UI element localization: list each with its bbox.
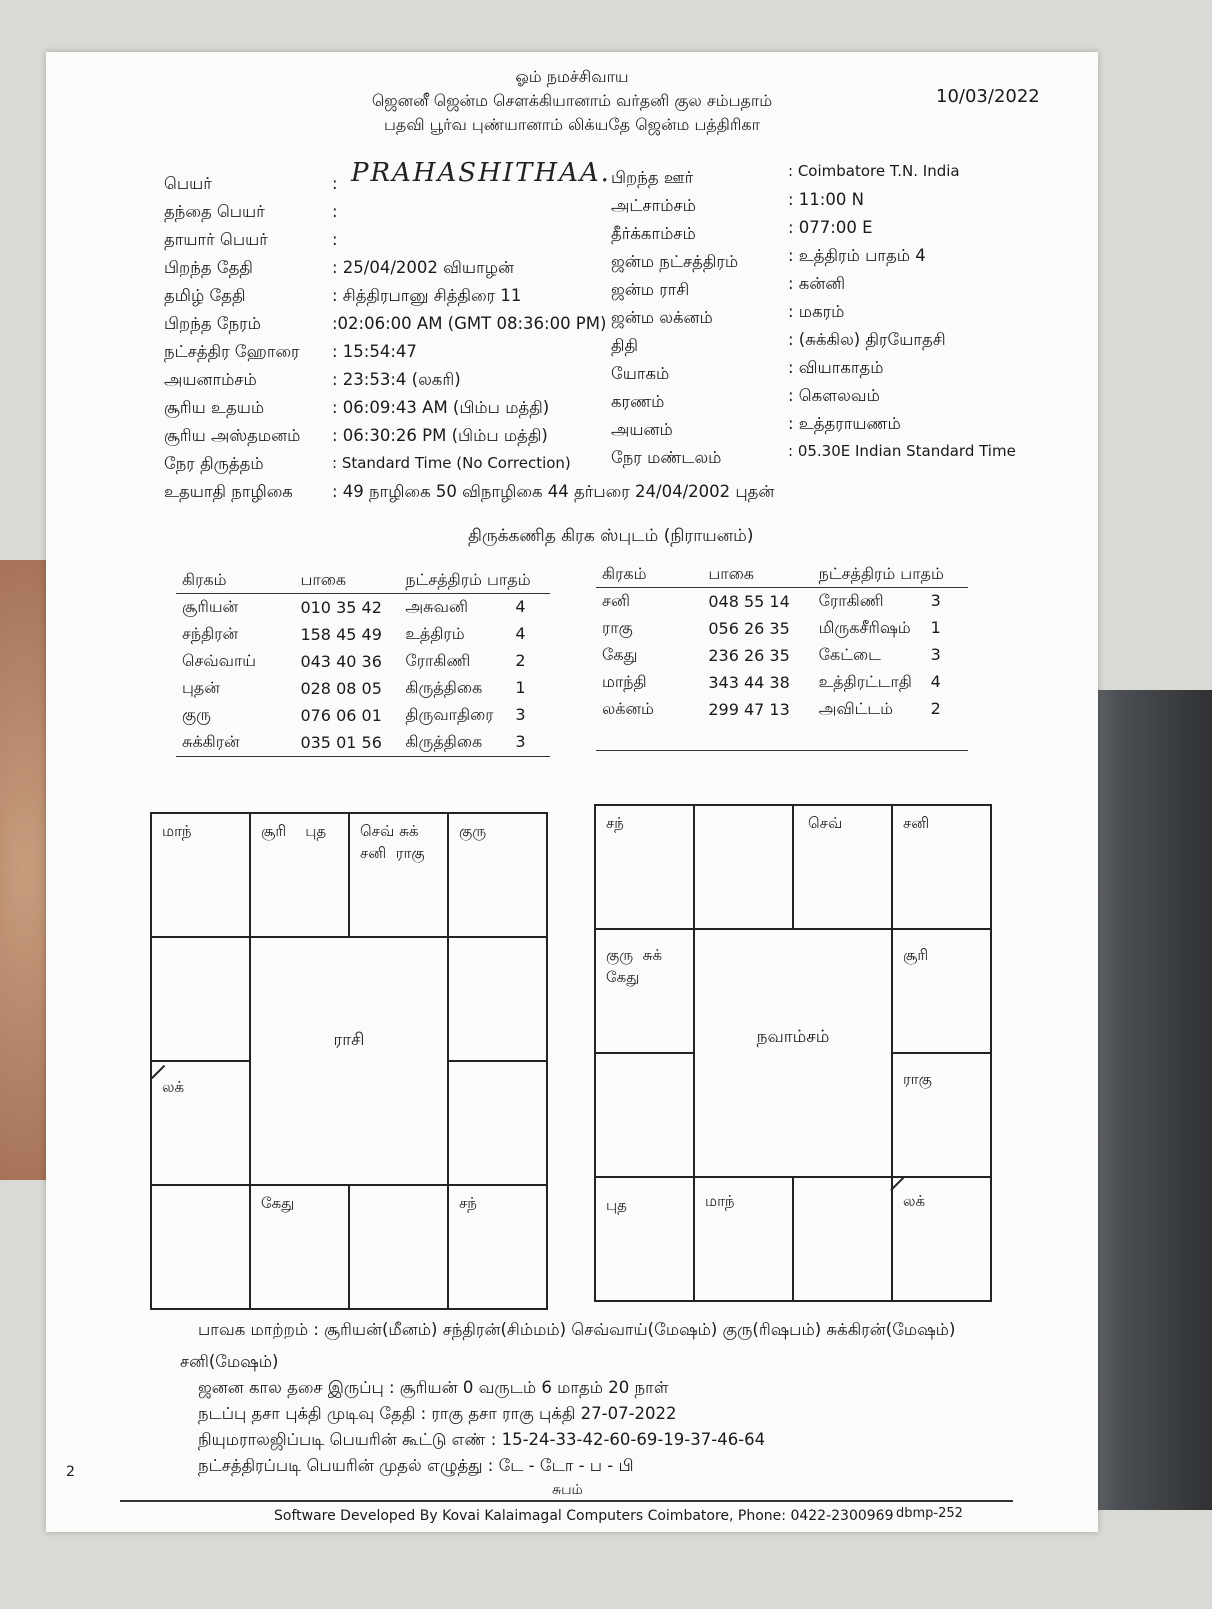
planet-star-cell [399, 729, 550, 757]
rasi-house-7: சந் [448, 1185, 547, 1309]
dasa-balance: ஜனன கால தசை இருப்பு : சூரியன் 0 வருடம் 6 மாதம் 20 நாள் [198, 1378, 669, 1397]
table-row [596, 669, 968, 696]
rasi-chart-title: ராசி [250, 937, 448, 1185]
label-time-correction: நேர திருத்தம் [164, 454, 264, 473]
planet-star: கிருத்திகை [405, 732, 483, 751]
planet-degree: 236 26 35 [708, 646, 790, 665]
software-credit: Software Developed By Kovai Kalaimagal Computers Coimbatore, Phone: 0422-2300969 [274, 1508, 894, 1524]
planet-degree: 035 01 56 [270, 729, 399, 757]
name-letters: நட்சத்திரப்படி பெயரின் முதல் எழுத்து : டே - டோ - ப - பி [198, 1456, 634, 1475]
label-birth-time: பிறந்த நேரம் [164, 314, 261, 333]
planet-pada: 3 [515, 705, 526, 724]
label-tamil-date: தமிழ் தேதி [164, 286, 246, 305]
table-row [596, 696, 968, 723]
navamsa-house-1: சந் [595, 805, 694, 929]
planet-name: சனி [602, 591, 630, 610]
planet-star-cell [399, 594, 550, 622]
planet-degree: 076 06 01 [300, 706, 382, 725]
col-planet: கிரகம் [596, 562, 668, 588]
planet-star: அவிட்டம் [818, 699, 893, 718]
navamsa-house-2 [694, 805, 793, 929]
table-row [596, 615, 968, 642]
col-pada: பாதம் [900, 564, 944, 583]
planet-star-cell [399, 621, 550, 648]
table-row [176, 621, 550, 648]
print-date: 10/03/2022 [936, 86, 1040, 107]
navamsa-house-7: லக் [892, 1177, 991, 1301]
rasi-house-4: குரு [448, 813, 547, 937]
label-lagna: ஜன்ம லக்னம் [611, 308, 713, 327]
value-karanam: : கௌலவம் [788, 386, 880, 405]
planet-name: கேது [602, 645, 638, 664]
planet-degree: 043 40 36 [300, 652, 382, 671]
rasi-chart [150, 812, 548, 1310]
navamsa-house-3: செவ் [793, 805, 892, 929]
rasi-house-10 [151, 1185, 250, 1309]
rasi-house-9: கேது [250, 1185, 349, 1309]
page-mark: 2 [66, 1464, 75, 1480]
planet-name: லக்னம் [602, 699, 654, 718]
planet-pada: 4 [515, 597, 526, 616]
value-birth-star: : உத்திரம் பாதம் 4 [788, 246, 926, 265]
planet-star-cell [813, 669, 968, 696]
value-birth-time: :02:06:00 AM (GMT 08:36:00 PM) [332, 314, 607, 333]
planet-pada: 3 [930, 645, 941, 664]
rasi-house-8 [349, 1185, 448, 1309]
navamsa-house-4: சனி [892, 805, 991, 929]
value-tamil-date: : சித்திரபானு சித்திரை 11 [332, 286, 522, 305]
blank-cell [596, 723, 968, 751]
label-ayanam: அயனம் [611, 420, 673, 439]
table-row [176, 594, 550, 622]
horoscope-sheet [46, 52, 1098, 1532]
planet-pada: 3 [515, 732, 526, 751]
planet-name: சூரியன் [182, 597, 239, 616]
planet-degree: 343 44 38 [708, 673, 790, 692]
planet-table-right [596, 562, 968, 751]
navamsa-house-9: மாந் [694, 1177, 793, 1301]
planet-degree: 028 08 05 [300, 679, 382, 698]
table-row [596, 642, 968, 669]
label-tithi: திதி [611, 336, 639, 355]
planet-name: ராகு [602, 618, 633, 637]
value-tithi: : (சுக்கில) திரயோதசி [788, 330, 946, 349]
label-star-hora: நட்சத்திர ஹோரை [164, 342, 300, 361]
planet-pada: 2 [930, 699, 941, 718]
planet-degree: 010 35 42 [300, 598, 382, 617]
label-yogam: யோகம் [611, 364, 670, 383]
planet-star: அசுவனி [405, 597, 469, 616]
planet-pada: 3 [930, 591, 941, 610]
col-pada: பாதம் [487, 570, 531, 589]
planet-name: புதன் [182, 678, 220, 697]
table-row [176, 702, 550, 729]
navamsa-house-11 [595, 1053, 694, 1177]
rasi-house-11: லக் [151, 1061, 250, 1185]
planet-star: உத்திரம் [405, 624, 465, 643]
label-father: தந்தை பெயர் [164, 202, 265, 221]
col-degree: பாகை [668, 562, 812, 588]
planet-degree: 158 45 49 [300, 625, 382, 644]
navamsa-house-10: புத [595, 1177, 694, 1301]
planet-star-cell [813, 615, 968, 642]
planet-degree: 056 26 35 [708, 619, 790, 638]
col-star: நட்சத்திரம் [405, 570, 482, 589]
table-row-blank [596, 723, 968, 751]
label-birth-place: பிறந்த ஊர் [611, 168, 694, 187]
planet-star-cell [399, 648, 550, 675]
planet-star-cell [399, 702, 550, 729]
value-name: : [332, 174, 338, 193]
label-ayanamsa: அயனாம்சம் [164, 370, 257, 389]
handwritten-name: PRAHASHITHAA. [351, 158, 611, 188]
planet-star: மிருகசீரிஷம் [818, 618, 911, 637]
bhava-change-cont: சனி(மேஷம்) [180, 1352, 279, 1371]
label-sunset: சூரிய அஸ்தமனம் [164, 426, 301, 445]
planet-degree: 299 47 13 [708, 700, 790, 719]
planet-star-cell [813, 588, 968, 616]
header-line-3: பதவி பூர்வ புண்யானாம் லிக்யதே ஜென்ம பத்திரிகா [383, 115, 761, 134]
label-mother: தாயார் பெயர் [164, 230, 268, 249]
label-latitude: அட்சாம்சம் [611, 196, 696, 215]
value-longitude: : 077:00 E [788, 218, 873, 237]
planet-pada: 1 [515, 678, 526, 697]
planet-name: குரு [182, 705, 211, 724]
table-row [176, 648, 550, 675]
planet-name: மாந்தி [602, 672, 647, 691]
label-birth-star: ஜன்ம நட்சத்திரம் [611, 252, 739, 271]
rasi-house-5 [448, 937, 547, 1061]
label-birth-rasi: ஜன்ம ராசி [611, 280, 690, 299]
label-name: பெயர் [164, 174, 212, 193]
planet-star-cell [813, 642, 968, 669]
value-time-zone: : 05.30E Indian Standard Time [788, 442, 1016, 460]
col-star-pada [399, 568, 550, 594]
value-yogam: : வியாகாதம் [788, 358, 884, 377]
col-star-pada [813, 562, 968, 588]
navamsa-house-12: குரு சுக் கேது [595, 929, 694, 1053]
value-lagna: : மகரம் [788, 302, 845, 321]
planet-star: ரோகிணி [405, 651, 471, 670]
value-birth-rasi: : கன்னி [788, 274, 846, 293]
label-birth-date: பிறந்த தேதி [164, 258, 253, 277]
value-father: : [332, 202, 338, 221]
table-row [176, 675, 550, 702]
planet-degree: 048 55 14 [708, 592, 790, 611]
planet-pada: 4 [930, 672, 941, 691]
planet-pada: 1 [930, 618, 941, 637]
planet-name: சந்திரன் [182, 624, 239, 643]
rasi-house-6 [448, 1061, 547, 1185]
table-row [176, 729, 550, 757]
planet-star-cell [813, 696, 968, 723]
planet-pada: 4 [515, 624, 526, 643]
bhava-change: பாவக மாற்றம் : சூரியன்(மீனம்) சந்திரன்(சிம்மம்) செவ்வாய்(மேஷம்) குரு(ரிஷபம்) சுக்கிரன்(மேஷம்) [198, 1320, 956, 1339]
planet-name: சுக்கிரன் [176, 729, 270, 757]
document-code: dbmp-252 [896, 1506, 963, 1521]
rasi-house-3: செவ் சுக் சனி ராகு [349, 813, 448, 937]
planet-name: செவ்வாய் [182, 651, 257, 670]
value-birth-date: : 25/04/2002 வியாழன் [332, 258, 514, 277]
value-ayanamsa: : 23:53:4 (லகரி) [332, 370, 461, 389]
footer-rule [120, 1500, 1013, 1502]
value-star-hora: : 15:54:47 [332, 342, 417, 361]
value-mother: : [332, 230, 338, 249]
navamsa-chart-title: நவாம்சம் [694, 929, 892, 1177]
navamsa-chart [594, 804, 992, 1302]
planet-section-title: திருக்கணித கிரக ஸ்புடம் (நிராயனம்) [468, 526, 754, 546]
planet-star: கேட்டை [818, 645, 881, 664]
planet-star: கிருத்திகை [405, 678, 483, 697]
planet-pada: 2 [515, 651, 526, 670]
rasi-house-12 [151, 937, 250, 1061]
numerology: நியுமராலஜிப்படி பெயரின் கூட்டு எண் : 15-24-33-42-60-69-19-37-46-64 [198, 1430, 766, 1449]
label-sunrise: சூரிய உதயம் [164, 398, 265, 417]
planet-table-left [176, 568, 550, 757]
navamsa-house-5: சூரி [892, 929, 991, 1053]
col-star: நட்சத்திரம் [818, 564, 896, 583]
planet-star: ரோகிணி [818, 591, 884, 610]
rasi-house-2: சூரி புத [250, 813, 349, 937]
header-line-2: ஜெனனீ ஜென்ம சௌக்கியானாம் வர்தனி குல சம்பதாம் [371, 91, 773, 110]
value-ayanam: : உத்தராயணம் [788, 414, 901, 433]
label-udayadi-nazhigai: உதயாதி நாழிகை [164, 482, 293, 501]
value-time-correction: : Standard Time (No Correction) [332, 454, 571, 472]
label-longitude: தீர்க்காம்சம் [611, 224, 696, 243]
col-degree: பாகை [270, 568, 399, 594]
navamsa-house-6: ராகு [892, 1053, 991, 1177]
planet-star: திருவாதிரை [405, 705, 494, 724]
value-udayadi-nazhigai: : 49 நாழிகை 50 விநாழிகை 44 தர்பரை 24/04/2002 புதன் [332, 482, 775, 501]
col-planet: கிரகம் [176, 568, 270, 594]
value-sunset: : 06:30:26 PM (பிம்ப மத்தி) [332, 426, 548, 445]
value-latitude: : 11:00 N [788, 190, 864, 209]
rasi-house-1: மாந் [151, 813, 250, 937]
table-row [596, 588, 968, 616]
planet-star: உத்திரட்டாதி [818, 672, 912, 691]
value-sunrise: : 06:09:43 AM (பிம்ப மத்தி) [332, 398, 550, 417]
value-birth-place: : Coimbatore T.N. India [788, 162, 960, 180]
current-bhukti: நடப்பு தசா புக்தி முடிவு தேதி : ராகு தசா ராகு புக்தி 27-07-2022 [198, 1404, 677, 1423]
label-karanam: கரணம் [611, 392, 665, 411]
planet-star-cell [399, 675, 550, 702]
header-line-1: ஓம் நமச்சிவாய [515, 67, 629, 86]
navamsa-house-8 [793, 1177, 892, 1301]
subam: சுபம் [552, 1482, 583, 1498]
label-time-zone: நேர மண்டலம் [611, 448, 722, 467]
